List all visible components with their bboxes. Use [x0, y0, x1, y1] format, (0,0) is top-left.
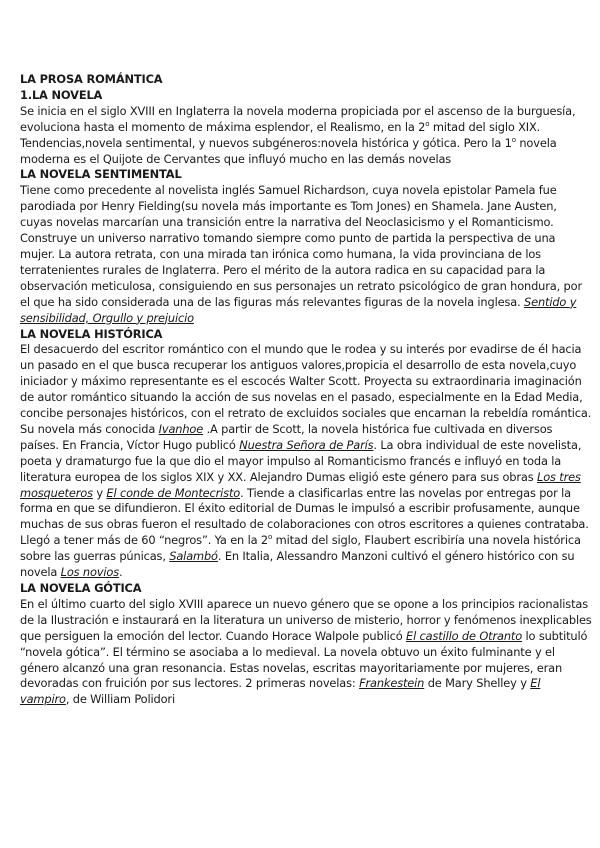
work-title-link[interactable]: El vampiro	[20, 676, 541, 707]
work-title-link[interactable]: Frankestein	[359, 676, 425, 691]
superscript: o	[511, 135, 516, 144]
work-title-link[interactable]: Nuestra Señora de París	[239, 437, 374, 452]
text: .	[119, 565, 123, 580]
text: . En Italia, Alessandro Manzoni cultivó el género histórico con su novela	[20, 549, 575, 580]
paragraph-novela	[20, 104, 592, 168]
text: . Tiende a clasificarlas entre las novelas por entregas por la forma en que se difundieron. El éxito editorial de Dumas le impulsó a escribir profusamente, aunque muchas de sus obras fueron el resultado de colaboraciones con otros escritores a quienes contrataba. Llegó a tener más de 60 “negros”. Ya en la 2	[20, 485, 589, 548]
text: .A partir de Scott, la novela histórica fue cultivada en diversos países. En Francia, Víctor Hugo publicó	[20, 421, 553, 452]
superscript: o	[268, 533, 273, 542]
heading-gotica: LA NOVELA GÓTICA	[20, 581, 142, 595]
text: El desacuerdo del escritor romántico con el mundo que le rodea y su interés por evadirse de él hacia un pasado en el que busca recuperar los antiguos valores,propicia el desarrollo de esta novela,cuyo iniciador y máximo representante es el escocés Walter Scott. Proyecta su extraordinaria imaginación de autor romántico situando la acción de sus novelas en el pasado, especialmente en la Edad Media, concibe personajes históricos, con el retrato de excluidos sociales que encarnan la rebeldía romántica. Su novela más conocida	[20, 342, 592, 436]
text: lo subtituló “novela gótica”. El término se asociaba a lo medieval. La novela obtuvo un éxito fulminante y el género alcanzó una gran resonancia. Estas novelas, escritas mayoritariamente por mujeres, eran devoradas con fruición por sus lectores. 2 primeras novelas:	[20, 628, 588, 691]
document-page	[20, 72, 592, 708]
work-title-link[interactable]: Sentido y sensibilidad, Orgullo y prejuicio	[20, 294, 577, 325]
work-title-link[interactable]: El castillo de Otranto	[406, 628, 523, 643]
text: mitad del siglo XIX. Tendencias,novela sentimental, y nuevos subgéneros:novela histórica y gótica. Pero la 1	[20, 119, 541, 150]
document-title: LA PROSA ROMÁNTICA	[20, 72, 163, 86]
heading-novela: 1.LA NOVELA	[20, 87, 103, 102]
paragraph-historica	[20, 342, 592, 581]
text: Tiene como precedente al novelista inglés Samuel Richardson, cuya novela epistolar Pamela fue parodiada por Henry Fielding(su novela más importante es Tom Jones) en Shamela. Jane Austen, cuyas novelas marcarían una transición entre la narrativa del Neoclasicismo y el Romanticismo. Construye un universo narrativo tomando siempre como punto de partida la perspectiva de una mujer. La autora retrata, con una mirada tan irónica como humana, la vida provinciana de los terratenientes rurales de Inglaterra. Pero el mérito de la autora radica en su capacidad para la observación meticulosa, consiguiendo en sus personajes un retrato psicológico de gran hondura, por el que ha sido considerada una de las figuras más relevantes figuras de la novela inglesa.	[20, 183, 582, 309]
text: novela moderna es el Quijote de Cervantes que influyó mucho en las demás novelas	[20, 135, 557, 166]
work-title-link[interactable]: El conde de Montecristo	[106, 485, 241, 500]
work-title-link[interactable]: Los novios	[60, 565, 120, 580]
superscript: o	[425, 119, 430, 128]
work-title-link[interactable]: Salambó	[169, 549, 218, 564]
work-title-link[interactable]: Los tres mosqueteros	[20, 469, 581, 500]
heading-sentimental: LA NOVELA SENTIMENTAL	[20, 167, 182, 182]
paragraph-gotica	[20, 597, 592, 708]
paragraph-sentimental	[20, 183, 592, 326]
text: . La obra individual de este novelista, poeta y dramaturgo fue la que dio el mayor impulso al Romanticismo francés e influyó en toda la literatura europea de los siglos XIX y XX. Alejandro Dumas eligió este género para sus obras	[20, 437, 582, 484]
text: de Mary Shelley y	[424, 676, 531, 691]
text: , de William Polidori	[65, 692, 175, 707]
text: Se inicia en el siglo XVIII en Inglaterra la novela moderna propiciada por el ascenso de la burguesía, evoluciona hasta el momento de máxima esplendor, el Realismo, en la 2	[20, 103, 576, 134]
text: mitad del siglo, Flaubert escribiría una novela histórica sobre las guerras púnicas,	[20, 533, 581, 564]
text: En el último cuarto del siglo XVIII aparece un nuevo género que se opone a los principios racionalistas de la Ilustración e instaurará en la literatura un universo de misterio, horror y fenómenos inexplicables que persiguen la emoción del lector. Cuando Horace Walpole publicó	[20, 596, 592, 643]
work-title-link[interactable]: Ivanhoe	[158, 421, 204, 436]
heading-historica: LA NOVELA HISTÓRICA	[20, 326, 163, 341]
text: y	[92, 485, 107, 500]
